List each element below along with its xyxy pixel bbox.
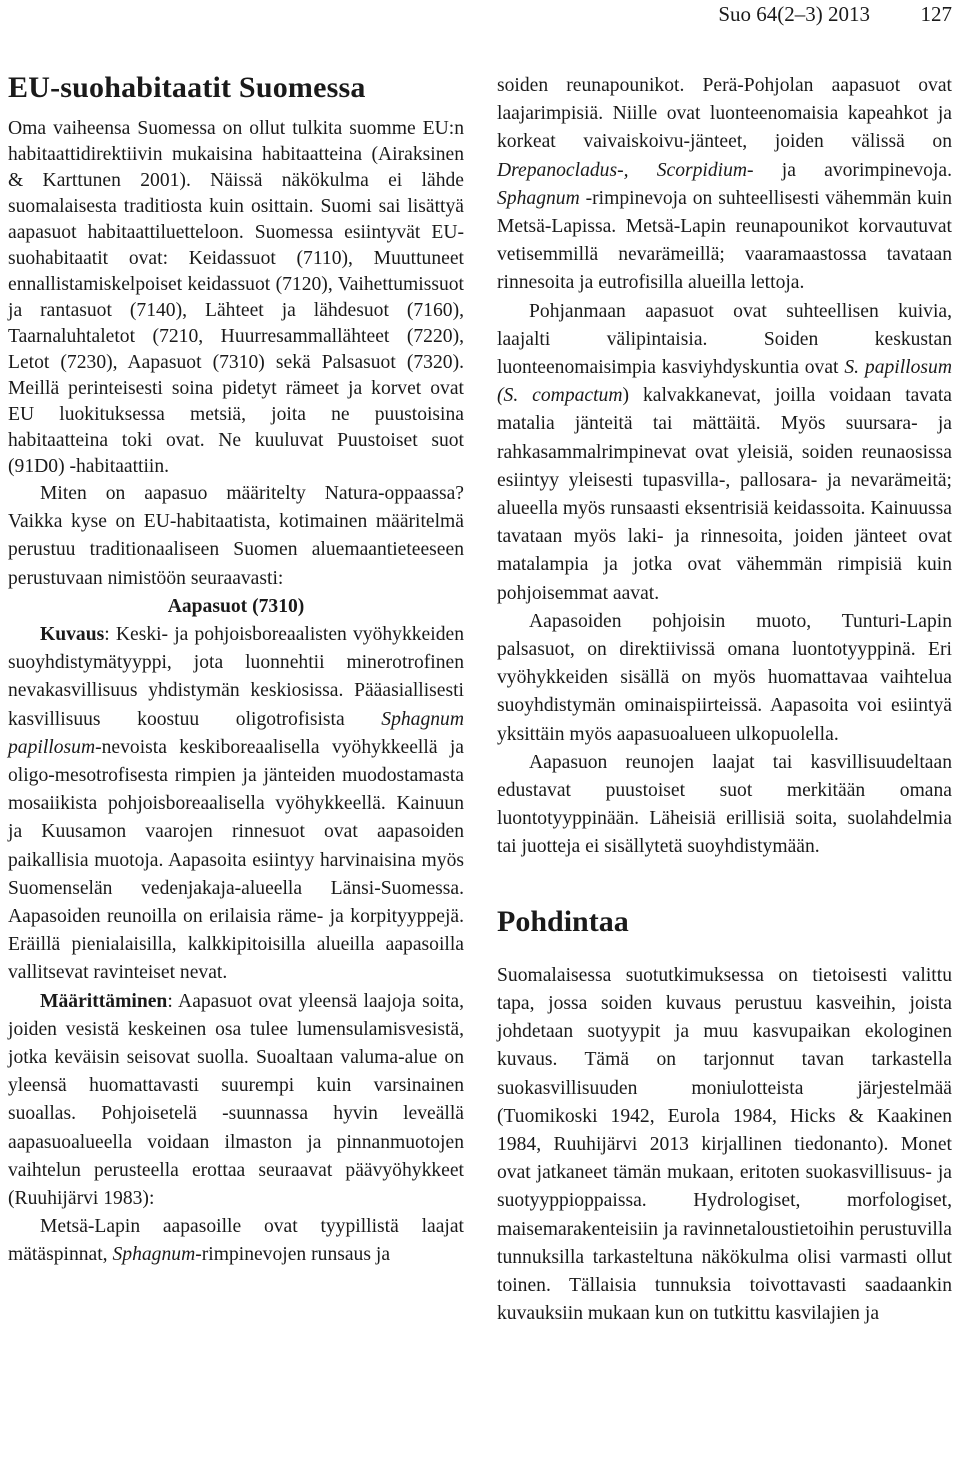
intro-text: Oma vaiheensa Suomessa on ollut tulkita suomme EU:n habitaattidirektiivin mukaisina habitaatteina (Airaksinen & Karttunen 2001). Näissä näkökulma ei lähde suomalaisesta traditiosta kuin osittain. Suomi sai lisättyä aapasuot habitaattiluetteloon.	[8, 118, 464, 243]
section-heading-pohdintaa: Pohdintaa	[497, 904, 629, 938]
paragraph-pera-pohjola	[497, 72, 952, 298]
section-title: EU-suohabitaatit Suomessa	[8, 71, 366, 104]
pera-genera: Drepanocladus-, Scorpidium-	[497, 159, 754, 181]
journal-citation: Suo 64(2–3) 2013	[718, 2, 870, 26]
paragraph-palsasuot: Aapasoiden pohjoisin muoto, Tunturi-Lapin palsasuot, on direktiivissä omana luontotyyppinä. Eri vyöhykkeiden sisällä on myös huomattavaa vaihtelua suoyhdistymän ominaispiirteissä. Aapasoita voi esiintyä yksittäin myös aapasuoalueen ulkopuolella.	[497, 610, 952, 745]
pera-text-2: ja avorimpinevoja.	[753, 159, 953, 181]
metsa-text: Metsä-Lapin aapasoille ovat tyypillistä laajat mätäspinnat,	[8, 1216, 464, 1266]
page-number: 127	[920, 2, 952, 26]
metsa-genus: Sphagnum	[112, 1244, 196, 1266]
metsa-text-cont: -rimpinevojen runsaus ja	[195, 1244, 391, 1266]
kuvaus-species: Sphagnum papillosum	[8, 708, 464, 758]
paragraph-intro	[8, 116, 464, 480]
kuvaus-text: : Keski- ja pohjoisboreaalisten vyöhykkeiden suoyhdistymätyyppi, jota luonnehtii minerotrofinen nevakasvillisuus yhdistymän keskiosissa. Pääasiallisesti kasvillisuus koostuu oligotrofisista	[8, 624, 464, 730]
paragraph-kuvaus	[8, 621, 464, 988]
paragraph-metsa-lappi	[8, 1213, 464, 1269]
right-column	[497, 72, 952, 1328]
running-head	[0, 0, 960, 30]
paragraph-pohjanmaa	[497, 298, 952, 608]
paragraph-natura: Miten on aapasuo määritelty Natura-oppaassa? Vaikka kyse on EU-habitaatista, kotimainen määritelmä perustuu traditionaaliseen Suomen aluemaantieteeseen perustuvaan nimistöön seuraavasti:	[8, 483, 464, 589]
pohjanmaa-species: S. papillosum (S. compactum	[497, 357, 952, 407]
pera-genus: Sphagnum	[497, 187, 580, 209]
paragraph-reunat: Aapasuon reunojen laajat tai kasvillisuudeltaan edustavat puustoiset suot merkitään omana luontotyyppinään. Läheisiä erillisiä soita, suolahdelmia tai juotteja ei sisällytetä suoyhdistymään.	[497, 751, 952, 858]
left-column	[8, 40, 464, 1270]
intro-text-cont: Suomessa esiintyvät EU-suohabitaatit ovat: Keidassuot (7110), Muuttuneet ennallistamiskelpoiset keidassuot (7120), Vaihettumissuot ja rantasuot (7140), Lähteet ja lähdesuot (7160), Taarnaluhtaletot (7210, Huurresammallähteet (7220), Letot (7230), Aapasuot (7310) sekä Palsasuot (7320). Meillä perinteisesti soina pidetyt rämeet ja korvet ovat EU luokituksessa metsiä, joita ne puustoisina habitaatteina toki ovat. Ne kuuluvat Puustoiset suot (91D0) -habitaattiin.	[8, 222, 465, 477]
maarittaminen-label: Määrittäminen	[40, 990, 168, 1012]
subheading-aapasuot: Aapasuot (7310)	[167, 595, 305, 617]
maarittaminen-text: : Aapasuot ovat yleensä laajoja soita, joiden vesistä keskeinen osa tulee lumensulamisvesistä, jotka keväisin seisovat suolla. Suoaltaan valuma-alue on yleensä huomattavasti suurempi kuin varsinainen suoallas. Pohjoisetelä -suunnassa hyvin leveällä aapasuoalueella voidaan ilmaston ja pinnanmuotojen vaihtelun perusteella erottaa seuraavat päävyöhykkeet (Ruuhijärvi 1983):	[8, 990, 464, 1210]
pera-text-3: -rimpinevoja on suhteellisesti vähemmän kuin Metsä-Lapissa. Metsä-Lapin reunapounikot korvautuvat vetisemmillä nevarämeillä; vaaramaastossa tavataan rinnesoita ja eutrofisilla alueilla lettoja.	[497, 187, 952, 294]
pera-text: soiden reunapounikot. Perä-Pohjolan aapasuot ovat laajarimpisiä. Niille ovat luonteenomaisia kapeahkot ja korkeat vaivaiskoivu-jänteet, joiden välissä on	[497, 75, 952, 153]
kuvaus-text-cont: -nevoista keskiboreaalisella vyöhykkeellä ja oligo-mesotrofisesta rimpien ja jänteiden muodostamasta mosaiikista pohjoisboreaalisella vyöhykkeellä. Kainuun ja Kuusamon vaarojen rinnesuot ovat aapasoiden paikallisia muotoja. Aapasoita esiintyy harvinaisina myös Suomenselän vedenjakaja-alueella Länsi-Suomessa. Aapasoiden reunoilla on erilaisia räme- ja korpityyppejä. Eräillä pienialaisilla, kalkkipitoisilla alueilla aapasoilla vallitsevat ravinteiset nevat.	[8, 736, 464, 984]
kuvaus-label: Kuvaus	[40, 624, 105, 646]
paragraph-pohdintaa: Suomalaisessa suotutkimuksessa on tietoisesti valittu tapa, jossa soiden kuvaus perustuu kasveihin, joista johdetaan suotyypit ja muu kasvupaikan ekologinen kuvaus. Tämä on tarjonnut tavan tarkastella suokasvillisuuden moniulotteista järjestelmää (Tuomikoski 1942, Eurola 1984, Hicks & Kaakinen 1984, Ruuhijärvi 2013 kirjallinen tiedonanto). Monet ovat jatkaneet tämän mukaan, eritoten suokasvillisuus- ja suotyyppioppaissa. Hydrologiset, morfologiset, maisemarakenteisiin ja ravinnetaloustietoihin perustuvilla tunnuksilla tarkasteltuna näkökulma olisi varmasti ollut toinen. Tällaisia tunnuksia toivottavasti saadaankin kuvauksiin mukaan kun on tutkittu kasvilajien ja	[497, 964, 952, 1325]
paragraph-maarittaminen	[8, 988, 464, 1214]
pohjanmaa-text: Pohjanmaan aapasuot ovat suhteellisen kuivia, laajalti välipintaisia. Soiden keskustan luonteenomaisimpia kasviyhdyskuntia ovat	[497, 300, 952, 379]
pohjanmaa-text-cont: ) kalvakkanevat, joilla voidaan tavata matalia jänteitä tai mättäitä. Myös suursara- ja rahkasammalrimpinevat ovat yleisiä, soiden reunaosissa esiintyy yleisesti tupasvilla-, pallosara- ja nevarämeitä; alueella myös runsaasti eksentrisiä keidassoita. Kainuussa tavataan myös laki- ja rinnesoita, joiden jänteet ovat matalampia ja jotka ovat vähemmän rimpisiä kuin pohjoisemmat aavat.	[497, 385, 952, 604]
